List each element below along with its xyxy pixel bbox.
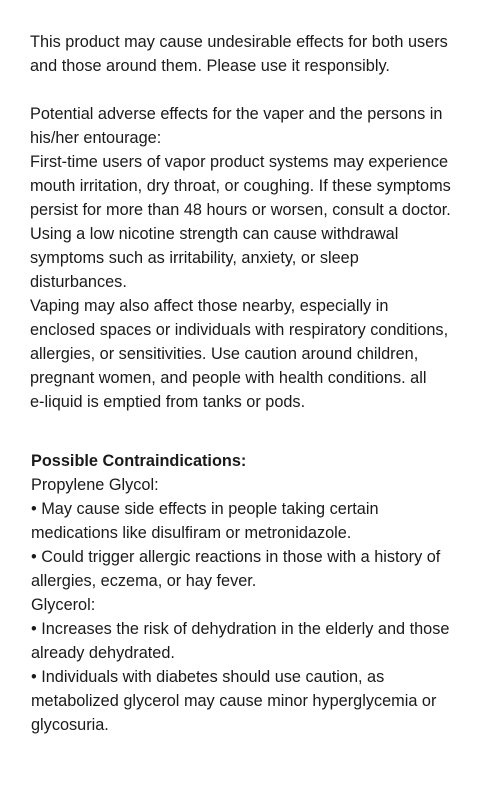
intro-line: and those around them. Please use it responsibly. xyxy=(30,57,390,75)
adverse-effects-paragraph xyxy=(30,102,492,414)
contraindication-line: allergies, eczema, or hay fever. xyxy=(31,572,257,590)
warning-document xyxy=(30,30,492,414)
adverse-line: e-liquid is emptied from tanks or pods. xyxy=(30,393,306,411)
contraindication-line: Glycerol: xyxy=(31,596,96,614)
contraindication-line: already dehydrated. xyxy=(31,644,175,662)
contraindications-heading: Possible Contraindications: xyxy=(31,452,247,470)
contraindication-line: metabolized glycerol may cause minor hyperglycemia or xyxy=(31,692,437,710)
adverse-line: Potential adverse effects for the vaper and the persons in xyxy=(30,105,443,123)
contraindication-line: medications like disulfiram or metronidazole. xyxy=(31,524,352,542)
adverse-line: symptoms such as irritability, anxiety, or sleep xyxy=(30,249,359,267)
contraindication-line: glycosuria. xyxy=(31,716,109,734)
intro-paragraph xyxy=(30,30,492,78)
contraindications-paragraph xyxy=(31,473,493,737)
adverse-line: pregnant women, and people with health conditions. all xyxy=(30,369,427,387)
adverse-line: First-time users of vapor product systems may experience xyxy=(30,153,449,171)
adverse-line: enclosed spaces or individuals with respiratory conditions, xyxy=(30,321,449,339)
contraindication-line: • May cause side effects in people taking certain xyxy=(31,500,379,518)
contraindication-line: • Could trigger allergic reactions in those with a history of xyxy=(31,548,441,566)
adverse-line: Using a low nicotine strength can cause withdrawal xyxy=(30,225,399,243)
contraindications-section xyxy=(31,449,493,737)
adverse-line: persist for more than 48 hours or worsen, consult a doctor. xyxy=(30,201,451,219)
intro-line: This product may cause undesirable effects for both users xyxy=(30,33,448,51)
contraindication-line: • Increases the risk of dehydration in the elderly and those xyxy=(31,620,450,638)
adverse-line: Vaping may also affect those nearby, especially in xyxy=(30,297,389,315)
adverse-line: disturbances. xyxy=(30,273,127,291)
adverse-line: his/her entourage: xyxy=(30,129,162,147)
contraindication-line: Propylene Glycol: xyxy=(31,476,159,494)
contraindication-line: • Individuals with diabetes should use caution, as xyxy=(31,668,385,686)
adverse-line: allergies, or sensitivities. Use caution around children, xyxy=(30,345,419,363)
adverse-line: mouth irritation, dry throat, or coughing. If these symptoms xyxy=(30,177,451,195)
